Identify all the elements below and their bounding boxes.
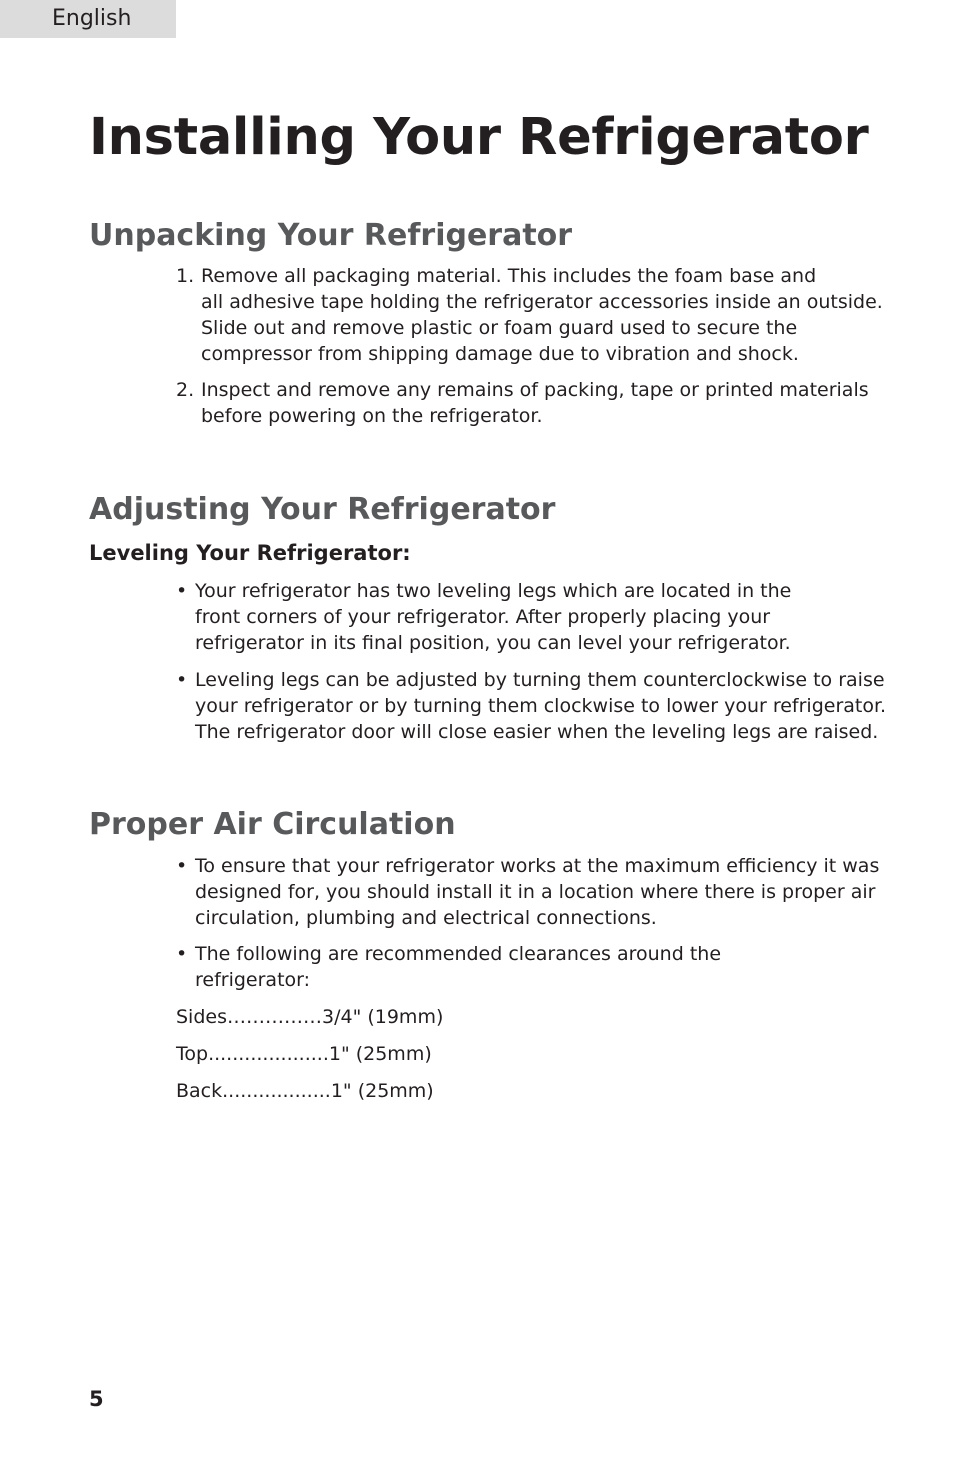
bullet-icon: • [176, 943, 188, 965]
list-item [176, 941, 879, 993]
list-item-line: front corners of your refrigerator. After properly placing your [195, 606, 771, 628]
step-number: 1. [176, 265, 195, 287]
list-item-line: your refrigerator or by turning them clockwise to lower your refrigerator. [195, 695, 887, 717]
air-circulation-bullets-list [176, 853, 879, 993]
list-item [176, 377, 883, 429]
section-heading-adjusting: Adjusting Your Refrigerator [89, 492, 556, 527]
language-tab: English [0, 0, 176, 38]
list-item-line: before powering on the refrigerator. [201, 405, 543, 427]
list-item [176, 578, 886, 656]
list-item [176, 853, 879, 931]
list-item-line: Your refrigerator has two leveling legs which are located in the [195, 580, 792, 602]
list-item-line: The following are recommended clearances around the [195, 943, 722, 965]
list-item-line: Inspect and remove any remains of packing, tape or printed materials [201, 379, 869, 401]
clearance-sides: Sides……………3/4" (19mm) [176, 1006, 444, 1028]
list-item-line: designed for, you should install it in a location where there is proper air [195, 881, 876, 903]
clearance-top: Top....................1" (25mm) [176, 1043, 432, 1065]
subheading-leveling: Leveling Your Refrigerator: [89, 541, 411, 565]
list-item-line: The refrigerator door will close easier when the leveling legs are raised. [195, 721, 879, 743]
list-item-line: compressor from shipping damage due to vibration and shock. [201, 343, 799, 365]
page-number: 5 [89, 1387, 104, 1411]
list-item-line: Remove all packaging material. This includes the foam base and [201, 265, 817, 287]
page-title: Installing Your Refrigerator [89, 108, 869, 167]
list-item-line: all adhesive tape holding the refrigerator accessories inside an outside. [201, 291, 883, 313]
leveling-bullets-list [176, 578, 886, 745]
step-number: 2. [176, 379, 195, 401]
list-item-line: refrigerator in its final position, you can level your refrigerator. [195, 632, 791, 654]
section-heading-unpacking: Unpacking Your Refrigerator [89, 218, 573, 253]
clearance-back: Back..................1" (25mm) [176, 1080, 434, 1102]
section-heading-air-circulation: Proper Air Circulation [89, 807, 456, 842]
bullet-icon: • [176, 669, 188, 691]
list-item-line: circulation, plumbing and electrical connections. [195, 907, 657, 929]
bullet-icon: • [176, 580, 188, 602]
unpacking-steps-list [176, 263, 883, 429]
list-item [176, 263, 883, 367]
list-item [176, 667, 886, 745]
list-item-line: refrigerator: [195, 969, 311, 991]
bullet-icon: • [176, 855, 188, 877]
list-item-line: To ensure that your refrigerator works at the maximum efficiency it was [195, 855, 880, 877]
list-item-line: Leveling legs can be adjusted by turning them counterclockwise to raise [195, 669, 885, 691]
list-item-line: Slide out and remove plastic or foam guard used to secure the [201, 317, 798, 339]
